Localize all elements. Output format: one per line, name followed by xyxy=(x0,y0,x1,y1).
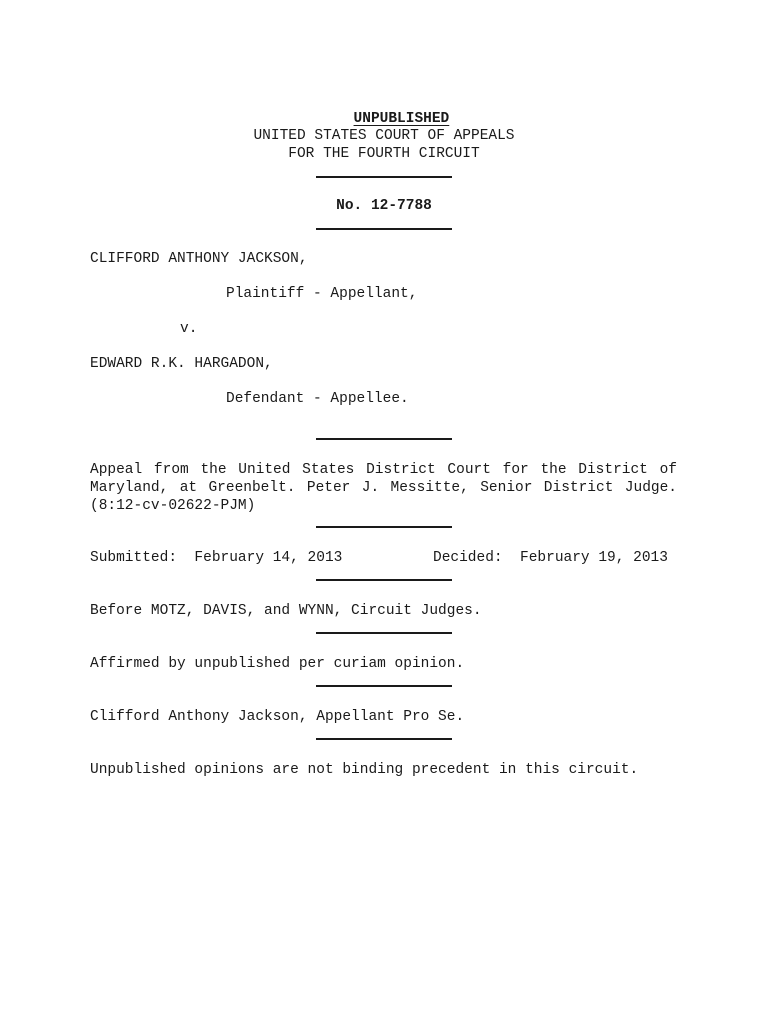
appeal-text: Appeal from the United States District Court for the District of Maryland, at Greenbelt. Peter J. Messitte, Senior District Judge. (8:12-cv-02622-PJM) xyxy=(90,462,677,514)
plaintiff-name: CLIFFORD ANTHONY JACKSON, xyxy=(90,251,308,267)
divider-rule xyxy=(316,685,452,687)
court-name-line1: UNITED STATES COURT OF APPEALS xyxy=(253,128,515,144)
panel-judges: Before MOTZ, DAVIS, and WYNN, Circuit Judges. xyxy=(90,603,482,619)
disposition: Affirmed by unpublished per curiam opinion. xyxy=(90,656,465,672)
case-number: No. 12-7788 xyxy=(336,198,432,214)
divider-rule xyxy=(316,438,452,440)
divider-rule xyxy=(316,228,452,230)
versus-label: v. xyxy=(180,321,198,337)
divider-rule xyxy=(316,579,452,581)
decided-date: Decided: February 19, 2013 xyxy=(433,550,668,566)
appeal-paragraph xyxy=(90,461,677,515)
submitted-date: Submitted: February 14, 2013 xyxy=(90,550,343,566)
defendant-role: Defendant - Appellee. xyxy=(226,391,409,407)
plaintiff-role: Plaintiff - Appellant, xyxy=(226,286,418,302)
court-name-line2: FOR THE FOURTH CIRCUIT xyxy=(288,146,480,162)
precedent-note: Unpublished opinions are not binding precedent in this circuit. xyxy=(90,762,639,778)
divider-rule xyxy=(316,526,452,528)
divider-rule xyxy=(316,738,452,740)
counsel: Clifford Anthony Jackson, Appellant Pro Se. xyxy=(90,709,465,725)
unpublished-label: UNPUBLISHED xyxy=(353,111,450,127)
defendant-name: EDWARD R.K. HARGADON, xyxy=(90,356,273,372)
divider-rule xyxy=(316,176,452,178)
divider-rule xyxy=(316,632,452,634)
